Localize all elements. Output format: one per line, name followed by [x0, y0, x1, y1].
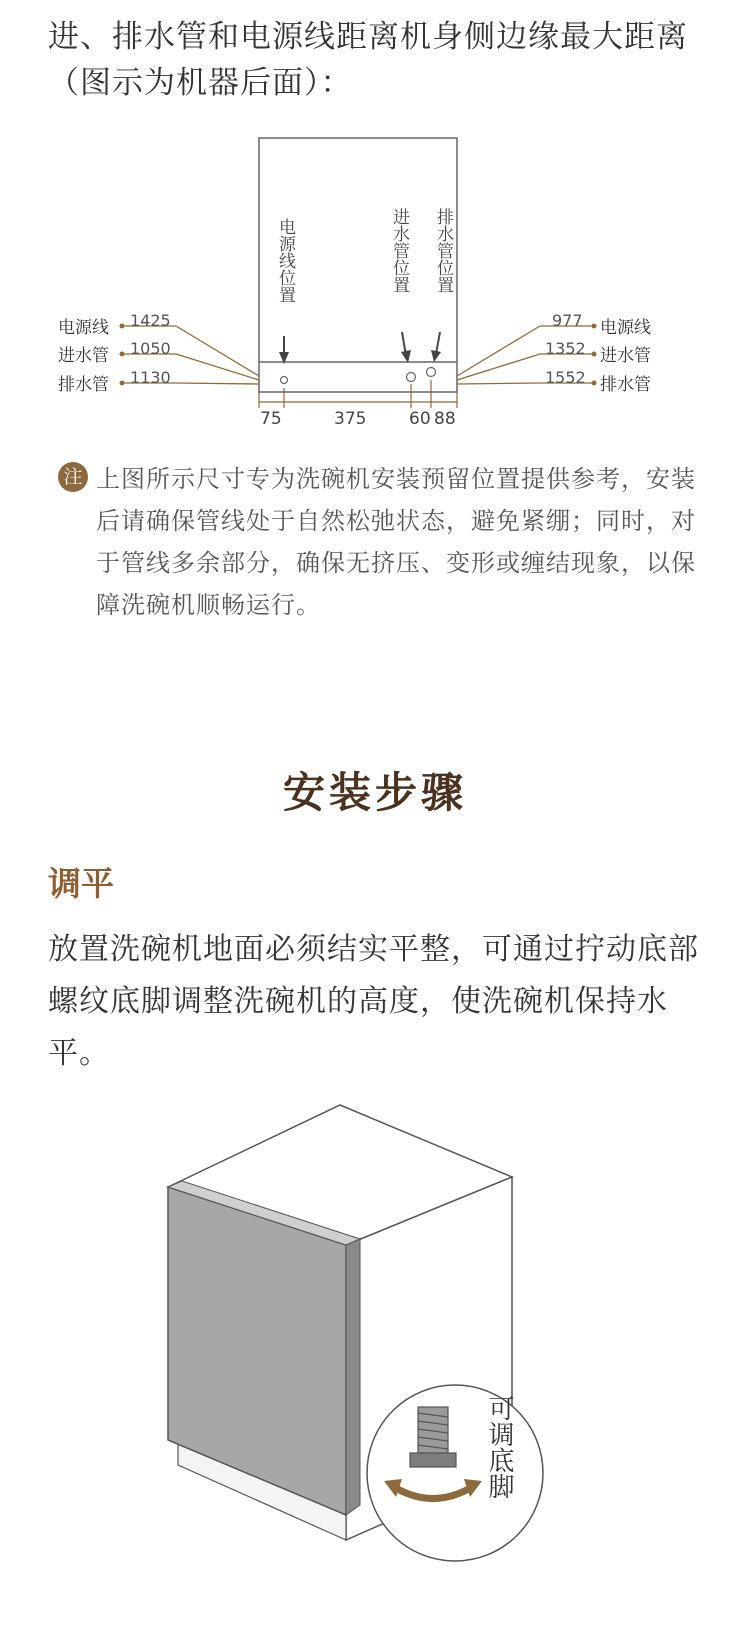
dishwasher-drawing	[0, 1095, 750, 1640]
note-block	[58, 458, 708, 626]
left-power-name: 电源线	[58, 318, 109, 338]
rear-view-diagram	[0, 130, 750, 450]
dim-60: 60	[409, 409, 431, 429]
dim-75: 75	[260, 409, 282, 429]
drain-position-label: 排水管位置	[433, 208, 453, 293]
section-title: 安装步骤	[282, 768, 467, 817]
right-drain-value: 1552	[545, 368, 586, 387]
left-drain-name: 排水管	[58, 375, 109, 395]
intro-text: 进、排水管和电源线距离机身侧边缘最大距离（图示为机器后面）：	[48, 19, 688, 101]
right-inlet-name: 进水管	[600, 346, 651, 366]
inlet-arrow-icon	[401, 350, 411, 363]
right-drain-name: 排水管	[600, 375, 651, 395]
drain-arrow-icon	[431, 350, 441, 362]
diagram-lines	[0, 130, 750, 450]
note-text: 上图所示尺寸专为洗碗机安装预留位置提供参考，安装后请确保管线处于自然松弛状态，避免紧绷；同时，对于管线多余部分，确保无挤压、变形或缠结现象，以保障洗碗机顺畅运行。	[96, 465, 696, 619]
left-inlet-value: 1050	[130, 339, 171, 358]
inlet-port	[407, 373, 416, 382]
left-drain-value: 1130	[130, 368, 171, 387]
power-port	[281, 377, 288, 384]
right-power-name: 电源线	[600, 318, 651, 338]
right-inlet-value: 1352	[545, 339, 586, 358]
dim-88: 88	[434, 409, 456, 429]
note-icon: 注	[58, 462, 88, 492]
dim-375: 375	[334, 409, 367, 429]
subhead-leveling: 调平	[48, 864, 114, 903]
right-power-value: 977	[552, 311, 583, 330]
dishwasher-illustration	[0, 1095, 750, 1640]
drain-port	[427, 368, 436, 377]
callout-circle	[367, 1385, 543, 1561]
adjustable-foot-label: 可调底脚	[484, 1395, 514, 1499]
left-inlet-name: 进水管	[58, 346, 109, 366]
inlet-position-label: 进水管位置	[389, 208, 409, 293]
left-power-value: 1425	[130, 311, 171, 330]
power-position-label: 电源线位置	[275, 218, 295, 303]
leveling-instructions: 放置洗碗机地面必须结实平整，可通过拧动底部螺纹底脚调整洗碗机的高度，使洗碗机保持水平。	[48, 932, 699, 1071]
